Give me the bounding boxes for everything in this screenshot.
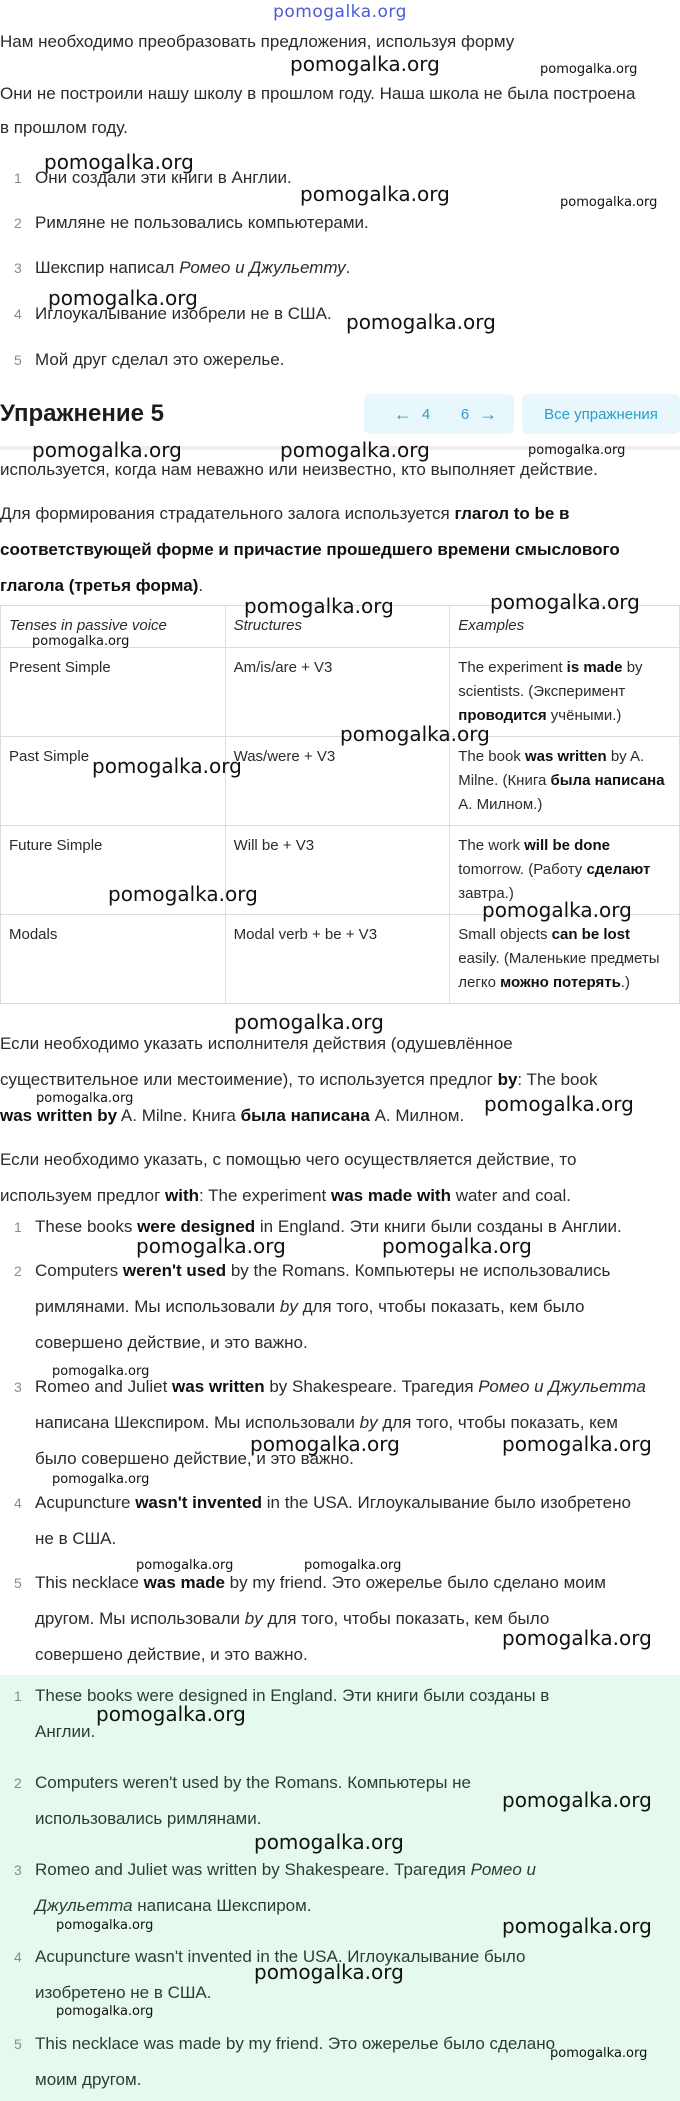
watermark: pomogalka.org (32, 634, 130, 649)
watermark: pomogalka.org (528, 443, 626, 458)
item-number: 5 (14, 2036, 22, 2052)
watermark: pomogalka.org (52, 1472, 150, 1487)
watermark: pomogalka.org (36, 1091, 134, 1106)
answer-item (0, 2026, 680, 2098)
watermark: pomogalka.org (346, 310, 496, 334)
theory-paragraph-2-line-2: соответствующей форме и причастие прошедшего времени смыслового (0, 540, 620, 559)
item-line: совершено действие, и это важно. (35, 1645, 308, 1664)
watermark: pomogalka.org (56, 1918, 154, 1933)
item-number: 1 (14, 1688, 22, 1704)
tense-cell: Past Simple (1, 737, 226, 826)
site-watermark-top: pomogalka.org (273, 2, 407, 22)
item-line: This necklace was made by my friend. Это ожерелье было сделано (35, 2034, 556, 2053)
item-text (35, 2026, 680, 2098)
watermark: pomogalka.org (48, 286, 198, 310)
arrow-right-icon: → (479, 403, 498, 424)
by-note-line-3: was written by A. Milne. Книга была написана А. Милном. (0, 1106, 465, 1125)
item-line: было совершено действие, и это важно. (35, 1449, 354, 1468)
task-text: Они создали эти книги в Англии. (35, 168, 292, 187)
task-text: Римляне не пользовались компьютерами. (35, 213, 369, 232)
theory-paragraph-2: Для формирования страдательного залога используется глагол to be в (0, 504, 570, 523)
item-line: римлянами. Мы использовали by для того, чтобы показать, кем было (35, 1297, 585, 1316)
example-line-1: Они не построили нашу школу в прошлом году. Наша школа не была построена (0, 84, 636, 103)
task-item (0, 342, 680, 378)
watermark: pomogalka.org (108, 882, 258, 906)
watermark: pomogalka.org (550, 2046, 648, 2061)
theory-paragraph-1: используется, когда нам неважно или неизвестно, кто выполняет действие. (0, 460, 598, 479)
watermark: pomogalka.org (304, 1558, 402, 1573)
watermark: pomogalka.org (56, 2004, 154, 2019)
by-note-line-2: существительное или местоимение), то используется предлог by: The book (0, 1070, 598, 1089)
structure-cell: Will be + V3 (225, 826, 450, 915)
item-line: написана Шекспиром. Мы использовали by для того, чтобы показать, кем (35, 1413, 618, 1432)
tense-cell: Present Simple (1, 648, 226, 737)
task-text: Шекспир написал Ромео и Джульетту. (35, 258, 351, 277)
item-text (35, 1485, 680, 1557)
watermark: pomogalka.org (250, 1432, 400, 1456)
item-number: 2 (14, 215, 22, 231)
item-line: This necklace was made by my friend. Это ожерелье было сделано моим (35, 1573, 606, 1592)
explained-item (0, 1565, 680, 1673)
item-text (35, 1565, 680, 1673)
prev-exercise-button[interactable]: ← 4 (364, 394, 460, 434)
answer-box (0, 1675, 680, 2101)
explained-item (0, 1369, 680, 1477)
example-cell: Small objects can be lost easily. (Маленькие предметы легко можно потерять.) (450, 915, 680, 1004)
watermark: pomogalka.org (502, 1788, 652, 1812)
item-line: These books were designed in England. Эти книги были созданы в Англии. (35, 1217, 622, 1236)
next-exercise-button[interactable]: 6 → (444, 394, 514, 434)
item-line: другом. Мы использовали by для того, чтобы показать, кем было (35, 1609, 550, 1628)
explained-item (0, 1253, 680, 1361)
example-cell: The experiment is made by scientists. (Эксперимент проводится учёными.) (450, 648, 680, 737)
item-line: These books were designed in England. Эти книги были созданы в (35, 1686, 550, 1705)
item-line: совершено действие, и это важно. (35, 1333, 308, 1352)
watermark: pomogalka.org (92, 754, 242, 778)
item-line: Romeo and Juliet was written by Shakespeare. Трагедия Ромео и Джульетта (35, 1377, 646, 1396)
watermark: pomogalka.org (340, 722, 490, 746)
item-text (35, 1369, 680, 1477)
arrow-left-icon: ← (393, 403, 412, 424)
exercise-title: Упражнение 5 (0, 400, 164, 427)
item-number: 3 (14, 1862, 22, 1878)
item-line: Англии. (35, 1722, 96, 1741)
watermark: pomogalka.org (560, 195, 658, 210)
item-line: использовались римлянами. (35, 1809, 262, 1828)
item-number: 2 (14, 1775, 22, 1791)
watermark: pomogalka.org (502, 1432, 652, 1456)
item-line: Computers weren't used by the Romans. Компьютеры не использовались (35, 1261, 611, 1280)
table-header: Structures (225, 606, 450, 648)
all-exercises-button[interactable]: Все упражнения (522, 394, 680, 434)
task-text: Мой друг сделал это ожерелье. (35, 350, 285, 369)
item-number: 4 (14, 1495, 22, 1511)
watermark: pomogalka.org (482, 898, 632, 922)
with-note-line-2: используем предлог with: The experiment was made with water and coal. (0, 1186, 571, 1205)
item-line: моим другом. (35, 2070, 142, 2089)
theory-paragraph-2-line-3: глагола (третья форма). (0, 576, 204, 595)
example-line-2: в прошлом году. (0, 118, 128, 137)
watermark: pomogalka.org (280, 438, 430, 462)
example-cell: The work will be done tomorrow. (Работу сделают завтра.) (450, 826, 680, 915)
item-line: Acupuncture wasn't invented in the USA. Иглоукалывание было (35, 1947, 526, 1966)
by-note-line-1: Если необходимо указать исполнителя действия (одушевлённое (0, 1034, 513, 1053)
tense-cell: Future Simple (1, 826, 226, 915)
watermark: pomogalka.org (136, 1558, 234, 1573)
structure-cell: Modal verb + be + V3 (225, 915, 450, 1004)
task-text: Иглоукалывание изобрели не в США. (35, 304, 332, 323)
item-number: 1 (14, 170, 22, 186)
watermark: pomogalka.org (484, 1092, 634, 1116)
watermark: pomogalka.org (32, 438, 182, 462)
item-number: 4 (14, 306, 22, 322)
watermark: pomogalka.org (96, 1702, 246, 1726)
example-cell: The book was written by A. Milne. (Книга была написана А. Милном.) (450, 737, 680, 826)
instruction-text: Нам необходимо преобразовать предложения, используя форму (0, 32, 515, 51)
watermark: pomogalka.org (502, 1626, 652, 1650)
item-line: Acupuncture wasn't invented in the USA. Иглоукалывание было изобретено (35, 1493, 631, 1512)
watermark: pomogalka.org (244, 594, 394, 618)
item-text (35, 1253, 680, 1361)
table-row (1, 737, 680, 826)
item-line: Computers weren't used by the Romans. Компьютеры не (35, 1773, 471, 1792)
tense-cell: Modals (1, 915, 226, 1004)
item-line: изобретено не в США. (35, 1983, 212, 2002)
item-number: 3 (14, 260, 22, 276)
item-text (35, 1209, 680, 1245)
watermark: pomogalka.org (382, 1234, 532, 1258)
watermark: pomogalka.org (136, 1234, 286, 1258)
item-number: 5 (14, 352, 22, 368)
item-line: Джульетта написана Шекспиром. (35, 1896, 312, 1915)
watermark: pomogalka.org (490, 590, 640, 614)
watermark: pomogalka.org (254, 1960, 404, 1984)
item-line: не в США. (35, 1529, 117, 1548)
watermark: pomogalka.org (300, 182, 450, 206)
structure-cell: Was/were + V3 (225, 737, 450, 826)
item-number: 4 (14, 1949, 22, 1965)
passive-voice-table (0, 605, 680, 1004)
item-number: 5 (14, 1575, 22, 1591)
item-line: Romeo and Juliet was written by Shakespeare. Трагедия Ромео и (35, 1860, 537, 1879)
watermark: pomogalka.org (254, 1830, 404, 1854)
structure-cell: Am/is/are + V3 (225, 648, 450, 737)
task-item (0, 250, 680, 286)
item-number: 1 (14, 1219, 22, 1235)
item-number: 2 (14, 1263, 22, 1279)
table-header: Examples (450, 606, 680, 648)
watermark: pomogalka.org (52, 1364, 150, 1379)
item-number: 3 (14, 1379, 22, 1395)
watermark: pomogalka.org (502, 1914, 652, 1938)
watermark: pomogalka.org (290, 52, 440, 76)
watermark: pomogalka.org (540, 62, 638, 77)
table-header: Tenses in passive voice (1, 606, 226, 648)
watermark: pomogalka.org (44, 150, 194, 174)
watermark: pomogalka.org (234, 1010, 384, 1034)
with-note-line-1: Если необходимо указать, с помощью чего осуществляется действие, то (0, 1150, 577, 1169)
explained-item (0, 1485, 680, 1557)
table-row (1, 915, 680, 1004)
explained-item (0, 1209, 680, 1245)
